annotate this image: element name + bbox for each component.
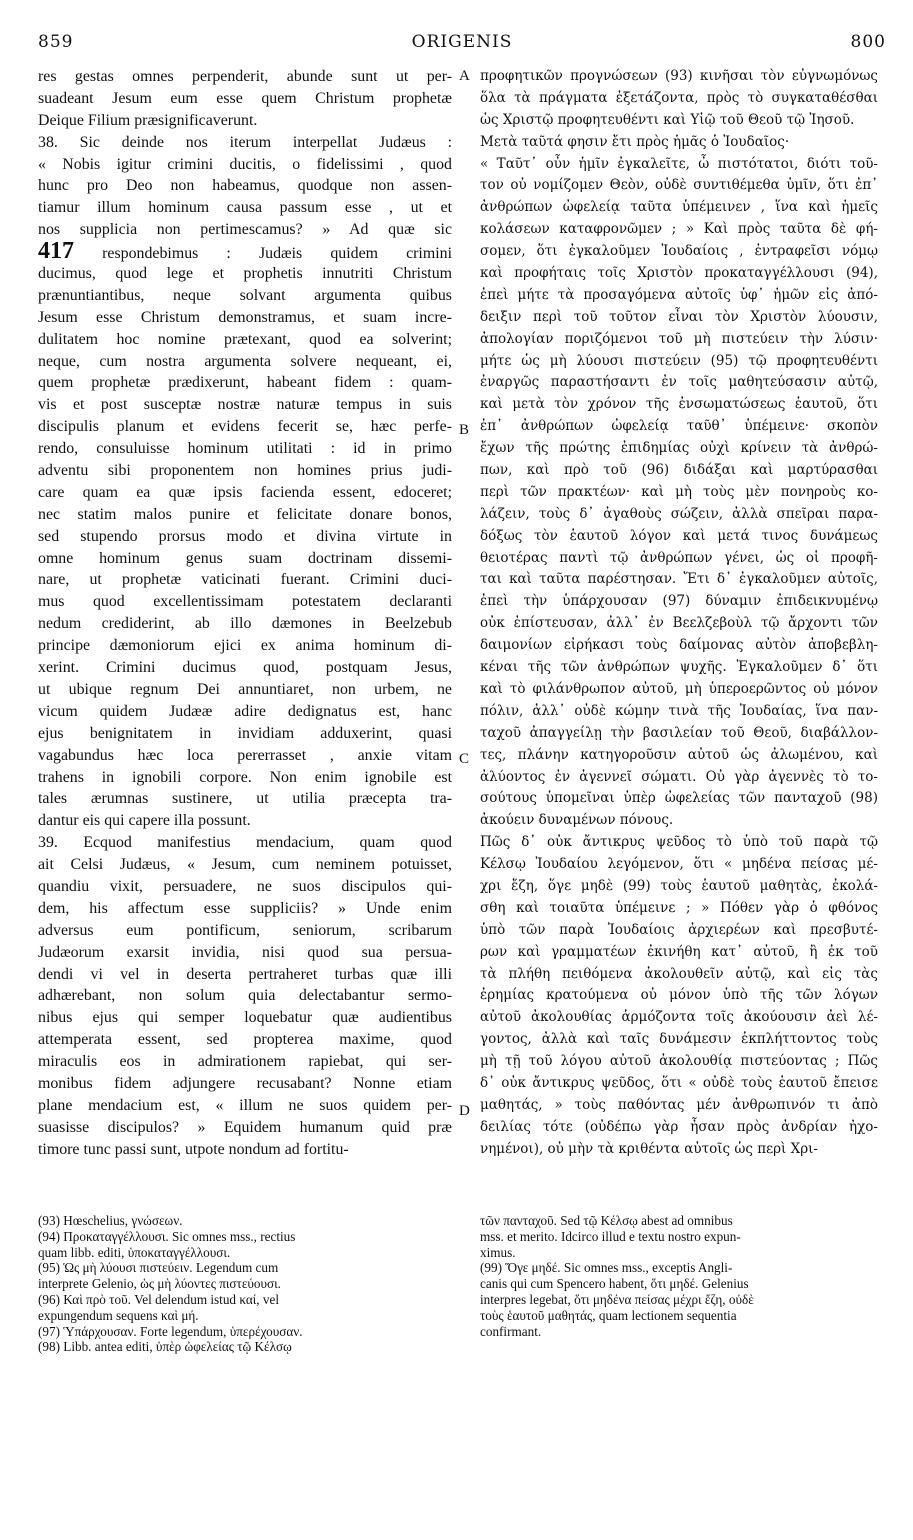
left-page-number: 859 [38, 32, 74, 52]
text-line: (94) Προκαταγγέλλουσι. Sic omnes mss., rectius [38, 1228, 296, 1244]
margin-letter-a: A [459, 68, 470, 84]
text-line: μαθητάς, » τοὺς παθόντας μέν ἀνθρωπινόν τι ἀπὸ [480, 1096, 878, 1113]
text-line: nos supplicia non pertimescamus? » Ad quæ sic [38, 221, 452, 239]
text-line: σούτους ὑπομεῖναι ὑπὲρ ὠφελείας τῶν πανταχοῦ (98) [480, 790, 878, 807]
text-line: δειξιν περὶ τοῦ τοῦτον εἶναι τὸν Χριστὸν λύουσιν, [480, 308, 878, 325]
text-line: « Nobis igitur crimini ducitis, o fidelissimi , quod [38, 155, 452, 173]
text-line: expungendum sequens καὶ μή. [38, 1307, 199, 1323]
text-line: ait Celsi Judæus, « Jesum, cum neminem potuisset, [38, 856, 452, 874]
text-line: (95) Ὡς μὴ λύουσι πιστεύειν. Legendum cum [38, 1260, 279, 1276]
text-line: ὡς Χριστῷ προφητευθέντι καὶ Υἱῷ τοῦ Θεοῦ τῷ Ἰησοῦ. [480, 111, 855, 128]
text-line: χρι ἔζη, ὅγε μηδὲ (99) τοὺς ἑαυτοῦ μαθητὰς, ἐκολά- [480, 877, 878, 894]
text-line: ὅλα τὰ πράγματα ἐξετάζοντα, πρὸς τὸ συγκαταθέσθαι [480, 89, 878, 106]
text-line: σομεν, ὅτι ἐγκαλοῦμεν Ἰουδαίοις , ἐντραφεῖσι νόμῳ [480, 243, 878, 260]
text-line [38, 238, 452, 265]
line-text: respondebimus : Judæis quidem crimini [102, 245, 452, 263]
text-line: τον οὐ νομίζομεν Θεὸν, οὐδὲ συντιθέμεθα ὑμῖν, ὅτι ἐπ᾽ [480, 177, 878, 194]
text-line: καὶ μετὰ τὸν χρόνον τῆς ἐνσωματώσεως ἑαυτοῦ, ὅτι [480, 396, 878, 413]
text-line: ἀπολογίαν ποριζόμενοι τοῦ μὴ πιστεύειν τὴν λύσιν· [480, 330, 878, 347]
text-line: ἐρημίας κρατούμενα οὐ μόνον ὑπὸ τῆς τῶν λόγων [480, 987, 878, 1004]
text-line: (99) Ὅγε μηδέ. Sic omnes mss., exceptis Angli- [480, 1260, 733, 1276]
right-page-number: 800 [850, 32, 886, 52]
text-line: τες, πλάνην κατηγοροῦσιν αὐτοῦ ὡς ἀλωμένου, καὶ [480, 746, 878, 763]
text-line: sed stupendo prorsus modo et divina virtute in [38, 527, 452, 545]
text-line: suasisse discipulos? » Equidem humanum quid præ [38, 1118, 452, 1136]
margin-letter-d: D [459, 1103, 470, 1119]
text-line: δόξως τὸν ἑαυτοῦ λόγον καὶ μετά τινος δυνάμεως [480, 527, 878, 544]
text-line: nedum crediderint, ab illo dæmones in Beelzebub [38, 615, 452, 633]
text-line: (96) Καὶ πρὸ τοῦ. Vel delendum istud καί, vel [38, 1291, 280, 1307]
latin-column [38, 66, 452, 1161]
text-line: σθη καὶ τοιαῦτα ὑπέμεινε ; » Πόθεν γὰρ ὁ φθόνος [480, 899, 878, 916]
text-line: δειλίας τότε (οὐδέπω γὰρ ἦσαν πρὸς ἀνδρίαν ἠχο- [480, 1118, 878, 1135]
text-line: attemperata essent, sed propterea maxime, quod [38, 1031, 452, 1049]
text-line: nibus ejus qui semper loquebatur quæ audientibus [38, 1009, 452, 1027]
text-line: κολάσεων καταφρονῶμεν ; » Καὶ πρὸς ταῦτα δὲ φή- [480, 221, 878, 238]
text-line: πόλιν, ἀλλ᾽ οὐδὲ κώμην τινὰ τῆς Ἰουδαίας, ἵνα παν- [480, 702, 878, 719]
text-line: prænuntiantibus, neque solvant argumenta quibus [38, 286, 452, 304]
text-line: adhærebant, non solum quia delectabantur sermo- [38, 987, 452, 1005]
text-line: miraculis eos in admirationem rapiebat, qui ser- [38, 1053, 452, 1071]
text-line: ἐπ᾽ ἀνθρώπων ὠφελείᾳ ταῦθ᾽ ὑπέμεινε· σκοπὸν [480, 418, 878, 435]
text-line: Πῶς δ᾽ οὐκ ἄντικρυς ψεῦδος τὸ ὑπὸ τοῦ παρὰ τῷ [480, 834, 878, 851]
text-line: nec statim malos punire et felicitate donare bonos, [38, 505, 452, 523]
text-line: trahens in ignobili corpore. Non enim ignobile est [38, 768, 452, 786]
text-line: ducimus, quod lege et prophetis innutriti Christum [38, 265, 452, 283]
text-line: πων, καὶ πρὸ τοῦ (96) διδάξαι καὶ μαρτύρασθαι [480, 462, 878, 479]
running-title: ORIGENIS [411, 32, 513, 52]
text-line: ταχοῦ ἀπαγγείλῃ τὴν βασιλείαν τοῦ Θεοῦ, διαβάλλον- [480, 724, 878, 741]
text-line: adversus eum pontificum, seniorum, scribarum [38, 921, 452, 939]
text-line: « Ταῦτ᾽ οὖν ἡμῖν ἐγκαλεῖτε, ὦ πιστότατοι, διότι τοῦ- [480, 155, 878, 172]
text-line: Jesum esse Christum demonstramus, et suam incre- [38, 308, 452, 326]
text-line: vicum quidem Judææ adire dedignatus est, hanc [38, 702, 452, 720]
text-line: τὰ πλήθη πειθόμενα ἀκολουθεῖν αὐτῷ, καὶ εἰς τὰς [480, 965, 878, 982]
footnotes-right [480, 1213, 878, 1339]
text-line: 38. Sic deinde nos iterum interpellat Judæus : [38, 133, 452, 151]
text-line: nare, ut prophetæ vaticinati fuerant. Crimini duci- [38, 571, 452, 589]
text-line: dem, his affectum esse suppliciis? » Unde enim [38, 899, 452, 917]
text-line: plane mendacium est, « illum ne suos quidem per- [38, 1096, 452, 1114]
text-line: ἐπεὶ τὴν ὑπάρχουσαν (97) δύναμιν ἐπιδεικνυμένῳ [480, 593, 878, 610]
text-line: dulitatem hoc nomine prætexant, quod ea solverint; [38, 330, 452, 348]
text-line: δ᾽ οὐκ ἄντικρυς ψεῦδος, ὅτι « οὐδὲ τοὺς ἑαυτοῦ ἔπεισε [480, 1074, 878, 1091]
text-line: προφητικῶν προγνώσεων (93) κινῆσαι τὸν εὐγνωμόνως [480, 68, 878, 84]
section-number: 417 [38, 238, 74, 265]
text-line: οὐκ ἐπίστευσαν, ἀλλ᾽ ἐν Βεελζεβοὺλ τῷ ἄρχοντι τῶν [480, 615, 878, 632]
text-line: dendi vi vel in deserta pertraheret turbas quæ illi [38, 965, 452, 983]
text-line: περὶ τῶν πρακτέων· καὶ μὴ τοὺς μὲν πονηροὺς κο- [480, 483, 878, 500]
running-header [38, 32, 886, 58]
text-line: xerint. Crimini ducimus quod, postquam Jesus, [38, 659, 452, 677]
text-line: Μετὰ ταῦτά φησιν ἔτι πρὸς ἡμᾶς ὁ Ἰουδαῖος· [480, 133, 790, 150]
text-line: ται καὶ ταῦτα παρέστησαν. Ἔτι δ᾽ ἐγκαλοῦμεν αὐτοῖς, [480, 571, 878, 588]
text-line: vagabundus hæc loca pererrasset , anxie vitam [38, 746, 452, 764]
text-line: discipulis planum et evidens fecerit se, hæc perfe- [38, 418, 452, 436]
text-line: suadeant Jesum eum esse quem Christum prophetæ [38, 89, 452, 107]
text-line: omne hominum genus suam doctrinam dissemi- [38, 549, 452, 567]
text-line: κέναι τῆς τῶν ἀνθρώπων ψυχῆς. Ἐγκαλοῦμεν δ᾽ ὅτι [480, 659, 878, 676]
text-line: res gestas omnes perpenderit, abunde sunt ut per- [38, 68, 452, 85]
text-line: vis et post susceptæ nostræ naturæ tempus in suis [38, 396, 452, 414]
text-line: Deique Filium præsignificaverunt. [38, 111, 258, 129]
text-line: mss. et merito. Idcirco illud e textu nostro expun- [480, 1228, 741, 1244]
text-line: hunc pro Deo non habeamus, quodque non assen- [38, 177, 452, 195]
margin-letter-c: C [459, 751, 470, 767]
text-line: neque, cum nostra argumenta solvere nequeant, ei, [38, 352, 452, 370]
text-line: τῶν πανταχοῦ. Sed τῷ Κέλσῳ abest ad omnibus [480, 1213, 733, 1228]
text-line: mus quod excellentissimam potestatem declaranti [38, 593, 452, 611]
text-line: monibus fidem adjungere recusabant? Nonne etiam [38, 1074, 452, 1092]
text-line: adventu sibi proponentem non homines prius judi- [38, 462, 452, 480]
text-line: (97) Ὑπάρχουσαν. Forte legendum, ὑπερέχουσαν. [38, 1323, 303, 1339]
text-line: tales ærumnas sustinere, ut utilia præcepta tra- [38, 790, 452, 808]
footnotes-left [38, 1213, 458, 1355]
text-line: quam libb. editi, ὑποκαταγγέλλουσι. [38, 1244, 231, 1260]
text-line: ἐπεὶ μήτε τὰ προσαγόμενα αὐτοῖς ὑφ᾽ ἡμῶν εἰς ἀπό- [480, 286, 878, 303]
text-line: interprete Gelenio, ὡς μὴ λύοντες πιστεύουσι. [38, 1276, 281, 1292]
text-line: care quam ea quæ ipsis facienda essent, edoceret; [38, 483, 452, 501]
text-line: καὶ τὸ φιλάνθρωπον αὐτοῦ, μὴ ὑπεροερῶντος οὐ μόνον [480, 680, 878, 697]
text-line: ἀνθρώπων ὠφελείᾳ ταῦτα ὑπέμεινεν , ἵνα καὶ ἡμεῖς [480, 199, 878, 216]
text-line: tiamur illum hominum causa passum esse , ut et [38, 199, 452, 217]
text-line: τοὺς ἑαυτοῦ μαθητάς, quam lectionem sequentia [480, 1307, 737, 1323]
text-line: ut ubique regnum Dei annuntiaret, non urbem, ne [38, 680, 452, 698]
text-line: ἐναργῶς παραστήσαντι ἐν τοῖς μαθητεύσασιν αὐτῷ, [480, 374, 878, 391]
text-line: νημένοι), οὐ μὴν τὰ κριθέντα αὐτοῖς ὡς περὶ Χρι- [480, 1140, 818, 1157]
margin-letter-b: B [459, 422, 470, 438]
text-line: dantur eis qui capere illa possunt. [38, 812, 251, 830]
text-line: quem prophetæ prædixerunt, habeant fidem : quam- [38, 374, 452, 392]
text-line: 39. Ecquod manifestius mendacium, quam quod [38, 834, 452, 852]
text-line: δαιμονίων εἰρήκασι τοὺς δαίμονας αὐτὸν ἀποβεβλη- [480, 637, 878, 654]
text-line: ρων καὶ γραμματέων ἐκινήθη κατ᾽ αὐτοῦ, ἢ ἐκ τοῦ [480, 943, 878, 960]
text-line: ἀλύοντος ἐν ἀγεννεῖ σώματι. Οὐ γὰρ ἀγεννὲς τὸ το- [480, 768, 878, 785]
text-line: ximus. [480, 1244, 516, 1260]
text-line: ὑπὸ τῶν παρὰ Ἰουδαίοις ἀρχιερέων καὶ πρεσβυτέ- [480, 921, 878, 938]
text-line: θειοτέρας παντὶ τῷ ἀνθρώπων γένει, ὡς οἱ προφῆ- [480, 549, 878, 566]
text-line: Κέλσῳ Ἰουδαίου λεγόμενον, ὅτι « μηδένα πείσας μέ- [480, 856, 878, 873]
text-line: quandiu vixit, persuadere, ne suos discipulos qui- [38, 877, 452, 895]
text-line: interpres legebat, ὅτι μηδένα πείσας μέχρι ἔζη, οὐδὲ [480, 1291, 754, 1307]
text-line: καὶ προφήταις τοῖς Χριστὸν προκαταγγέλλουσι (94), [480, 265, 878, 282]
text-line: μήτε ὡς μὴ λύουσι πιστεύειν (95) τῷ προφητευθέντι [480, 352, 878, 369]
text-line: timore tunc passi sunt, utpote nondum ad fortitu- [38, 1140, 349, 1158]
text-line: λάζειν, τοὺς δ᾽ ἀγαθοὺς σώζειν, ἀλλὰ σπεῖραι παρα- [480, 505, 878, 522]
text-line: canis qui cum Spencero habent, ὅτι μηδέ. Gelenius [480, 1276, 749, 1292]
text-line: γοντος, ἀλλὰ καὶ ταῖς δυνάμεσιν ἐκπλήττοντος τοὺς [480, 1031, 878, 1048]
text-line: ἀκούειν δυναμένων πόνους. [480, 812, 674, 829]
text-line: ejus benignitatem in invidiam adduxerint, quasi [38, 724, 452, 742]
text-line: principe dæmoniorum ejici ex anima hominum di- [38, 637, 452, 655]
text-line: ἔχων τῆς πρώτης ἐπιδημίας οὐχὶ κρίνειν τὰ ἀνθρώ- [480, 440, 878, 457]
text-line: rendo, consuluisse hominum utilitati : id in primo [38, 440, 452, 458]
text-line: Judæorum exarsit invidia, nisi quod sua persua- [38, 943, 452, 961]
text-line: (98) Libb. antea editi, ὑπὲρ ὠφελείας τῷ Κέλσῳ [38, 1339, 292, 1355]
text-line: (93) Hœschelius, γνώσεων. [38, 1213, 183, 1228]
text-line: μὴ τῇ τοῦ λόγου αὐτοῦ ἀκολουθίᾳ πιστεύοντας ; Πῶς [480, 1053, 878, 1070]
text-line: confirmant. [480, 1323, 542, 1339]
greek-column [480, 66, 878, 1161]
text-line: αὐτοῦ ἀκολουθίας ἁρμόζοντα τοῖς ἀκούουσιν ἀεὶ λέ- [480, 1009, 878, 1026]
